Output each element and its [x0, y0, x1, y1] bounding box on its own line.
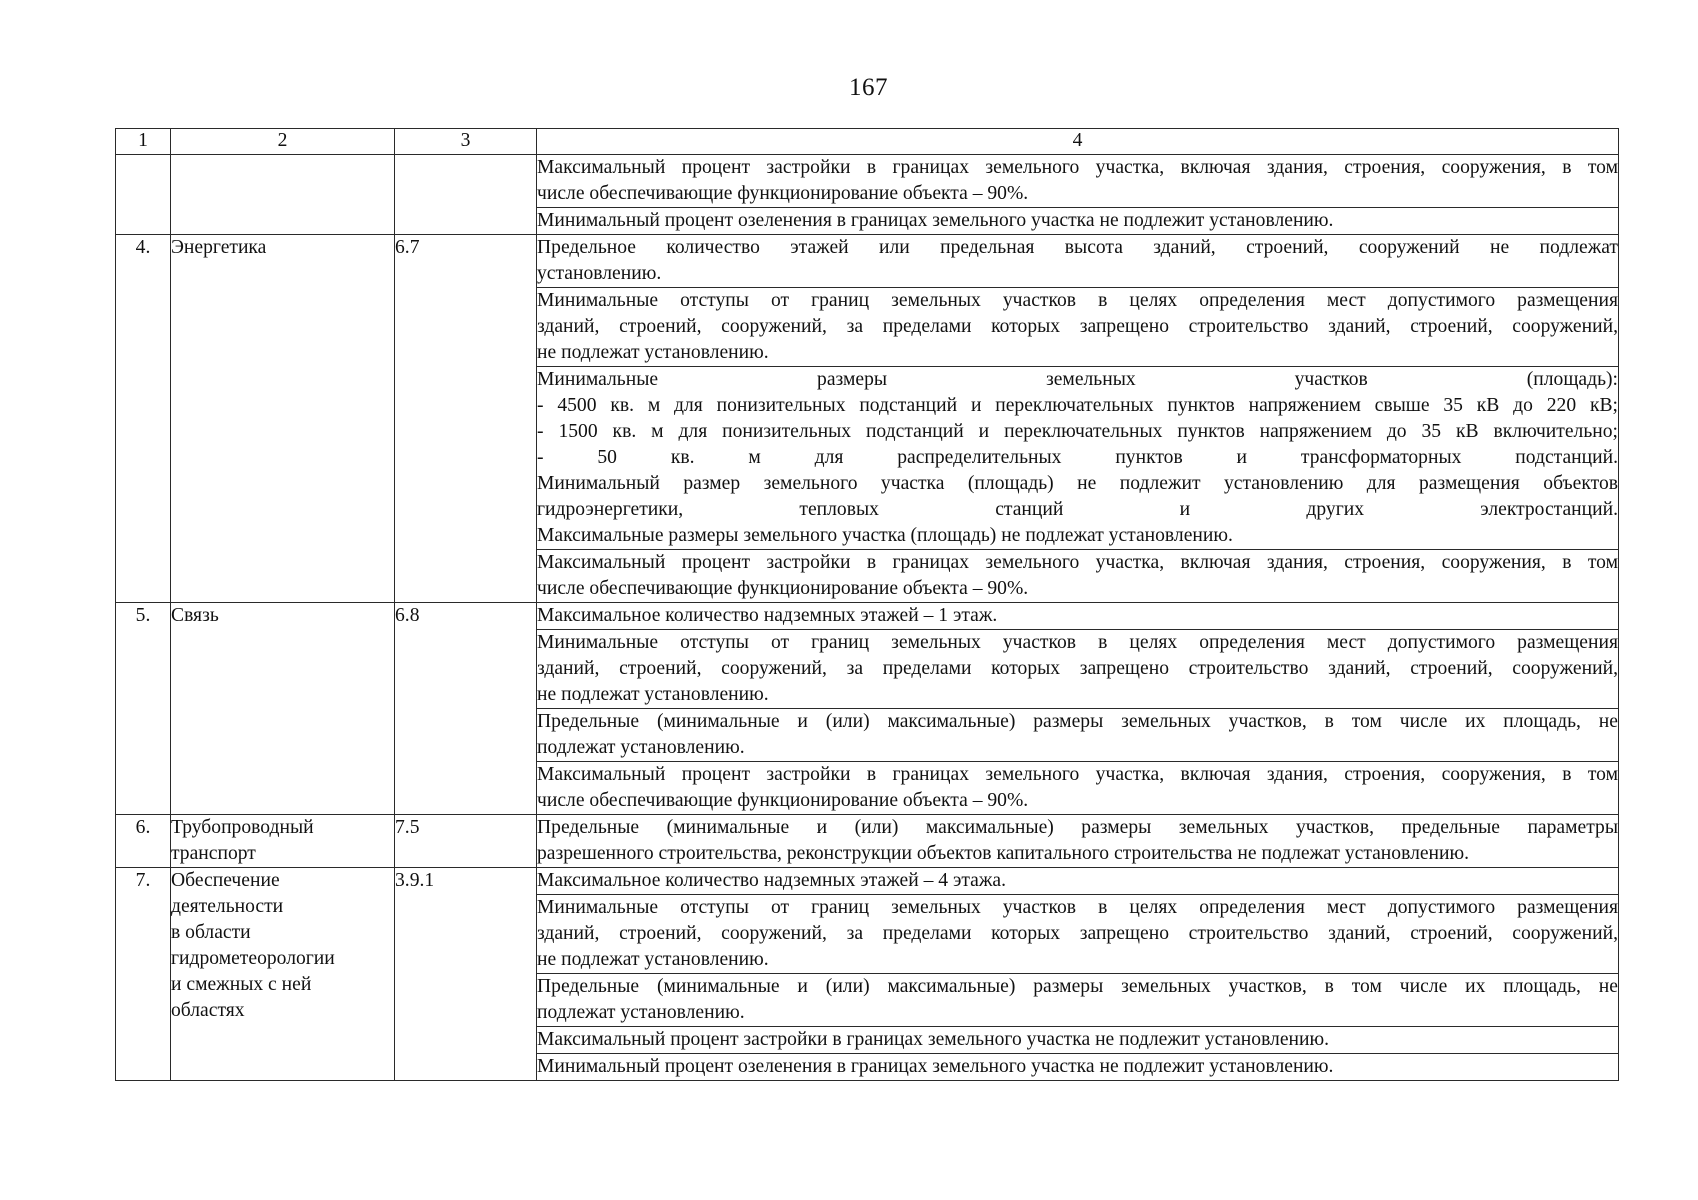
name-cell-continued [171, 155, 395, 235]
requirement-line: разрешенного строительства, реконструкции объектов капитального строительства не подлежат установлению. [537, 843, 1470, 864]
requirement-line: Предельное количество этажей или предельная высота зданий, строений, сооружений не подлежат [537, 237, 1618, 258]
requirement-cell [537, 550, 1619, 603]
header-col-4: 4 [537, 129, 1619, 155]
requirement-cell [537, 288, 1619, 367]
table-row [116, 603, 1619, 630]
code-cell-continued [395, 155, 537, 235]
requirement-line: Максимальный процент застройки в границах земельного участка, включая здания, строения, сооружения, в том [537, 764, 1618, 785]
requirement-line: Минимальные отступы от границ земельных участков в целях определения мест допустимого размещения [537, 632, 1618, 653]
requirement-line: Минимальные отступы от границ земельных участков в целях определения мест допустимого размещения [537, 897, 1618, 918]
requirement-line: Максимальный процент застройки в границах земельного участка, включая здания, строения, сооружения, в том [537, 157, 1618, 178]
regulations-table [115, 128, 1619, 1081]
row-number: 5. [116, 603, 171, 815]
requirement-line: Предельные (минимальные и (или) максимальные) размеры земельных участков, в том числе их площадь, не [537, 711, 1618, 732]
requirement-line: зданий, строений, сооружений, за пределами которых запрещено строительство зданий, строений, сооружений, [537, 658, 1618, 679]
requirement-line: Максимальный процент застройки в границах земельного участка, включая здания, строения, сооружения, в том [537, 552, 1618, 573]
requirement-line: числе обеспечивающие функционирование объекта – 90%. [537, 578, 1029, 599]
requirement-line: - 4500 кв. м для понизительных подстанций и переключательных пунктов напряжением свыше 35 кВ до 220 кВ; [537, 395, 1618, 416]
page-number: 167 [849, 74, 888, 101]
table-header-row [116, 129, 1619, 155]
requirement-line: установлению. [537, 263, 662, 284]
requirement-line: не подлежат установлению. [537, 949, 769, 970]
requirement-cell [537, 974, 1619, 1027]
requirement-cell [537, 603, 1619, 630]
land-use-name: Энергетика [171, 235, 395, 603]
row-number: 6. [116, 815, 171, 868]
land-use-code: 6.7 [395, 235, 537, 603]
requirement-cell [537, 895, 1619, 974]
requirement-line: Предельные (минимальные и (или) максимальные) размеры земельных участков, в том числе их площадь, не [537, 976, 1618, 997]
land-use-name: Связь [171, 603, 395, 815]
table-row [116, 868, 1619, 895]
table-row [116, 815, 1619, 868]
requirement-cell [537, 235, 1619, 288]
requirement-line: Максимальное количество надземных этажей – 1 этаж. [537, 605, 998, 626]
header-col-1: 1 [116, 129, 171, 155]
requirement-line: Минимальные размеры земельных участков (площадь): [537, 369, 1618, 390]
requirement-line: Максимальный процент застройки в границах земельного участка не подлежит установлению. [537, 1029, 1330, 1050]
requirement-cell [537, 1027, 1619, 1054]
requirement-cell [537, 709, 1619, 762]
requirement-line: зданий, строений, сооружений, за пределами которых запрещено строительство зданий, строений, сооружений, [537, 923, 1618, 944]
table-row [116, 155, 1619, 208]
requirement-line: гидроэнергетики, тепловых станций и других электростанций. [537, 499, 1618, 520]
requirement-line: Минимальный процент озеленения в границах земельного участка не подлежит установлению. [537, 210, 1334, 231]
requirement-cell [537, 630, 1619, 709]
requirement-line: подлежат установлению. [537, 737, 745, 758]
header-col-3: 3 [395, 129, 537, 155]
row-number: 7. [116, 868, 171, 1081]
requirement-line: Максимальные размеры земельного участка (площадь) не подлежат установлению. [537, 525, 1233, 546]
header-col-2: 2 [171, 129, 395, 155]
requirement-line: Предельные (минимальные и (или) максимальные) размеры земельных участков, предельные параметры [537, 817, 1618, 838]
requirement-line: Максимальное количество надземных этажей – 4 этажа. [537, 870, 1007, 891]
requirement-cell [537, 815, 1619, 868]
requirement-line: числе обеспечивающие функционирование объекта – 90%. [537, 790, 1029, 811]
requirement-line: не подлежат установлению. [537, 684, 769, 705]
requirement-line: подлежат установлению. [537, 1002, 745, 1023]
table-row [116, 235, 1619, 288]
requirement-line: числе обеспечивающие функционирование объекта – 90%. [537, 183, 1029, 204]
requirement-line: Минимальный процент озеленения в границах земельного участка не подлежит установлению. [537, 1056, 1334, 1077]
land-use-code: 6.8 [395, 603, 537, 815]
requirement-line: Минимальные отступы от границ земельных участков в целях определения мест допустимого размещения [537, 290, 1618, 311]
requirement-line: зданий, строений, сооружений, за пределами которых запрещено строительство зданий, строений, сооружений, [537, 316, 1618, 337]
requirement-line: Минимальный размер земельного участка (площадь) не подлежит установлению для размещения объектов [537, 473, 1618, 494]
land-use-name: Обеспечение деятельности в области гидрометеорологии и смежных с ней областях [171, 868, 395, 1081]
requirement-line: - 1500 кв. м для понизительных подстанций и переключательных пунктов напряжением до 35 кВ включительно; [537, 421, 1618, 442]
requirement-cell [537, 367, 1619, 550]
requirement-cell [537, 868, 1619, 895]
requirement-cell [537, 1054, 1619, 1081]
land-use-code: 7.5 [395, 815, 537, 868]
row-number: 4. [116, 235, 171, 603]
requirement-line: - 50 кв. м для распределительных пунктов и трансформаторных подстанций. [537, 447, 1618, 468]
land-use-name: Трубопроводный транспорт [171, 815, 395, 868]
requirement-cell [537, 155, 1619, 208]
num-cell-continued [116, 155, 171, 235]
requirement-cell [537, 208, 1619, 235]
requirement-line: не подлежат установлению. [537, 342, 769, 363]
land-use-code: 3.9.1 [395, 868, 537, 1081]
requirement-cell [537, 762, 1619, 815]
